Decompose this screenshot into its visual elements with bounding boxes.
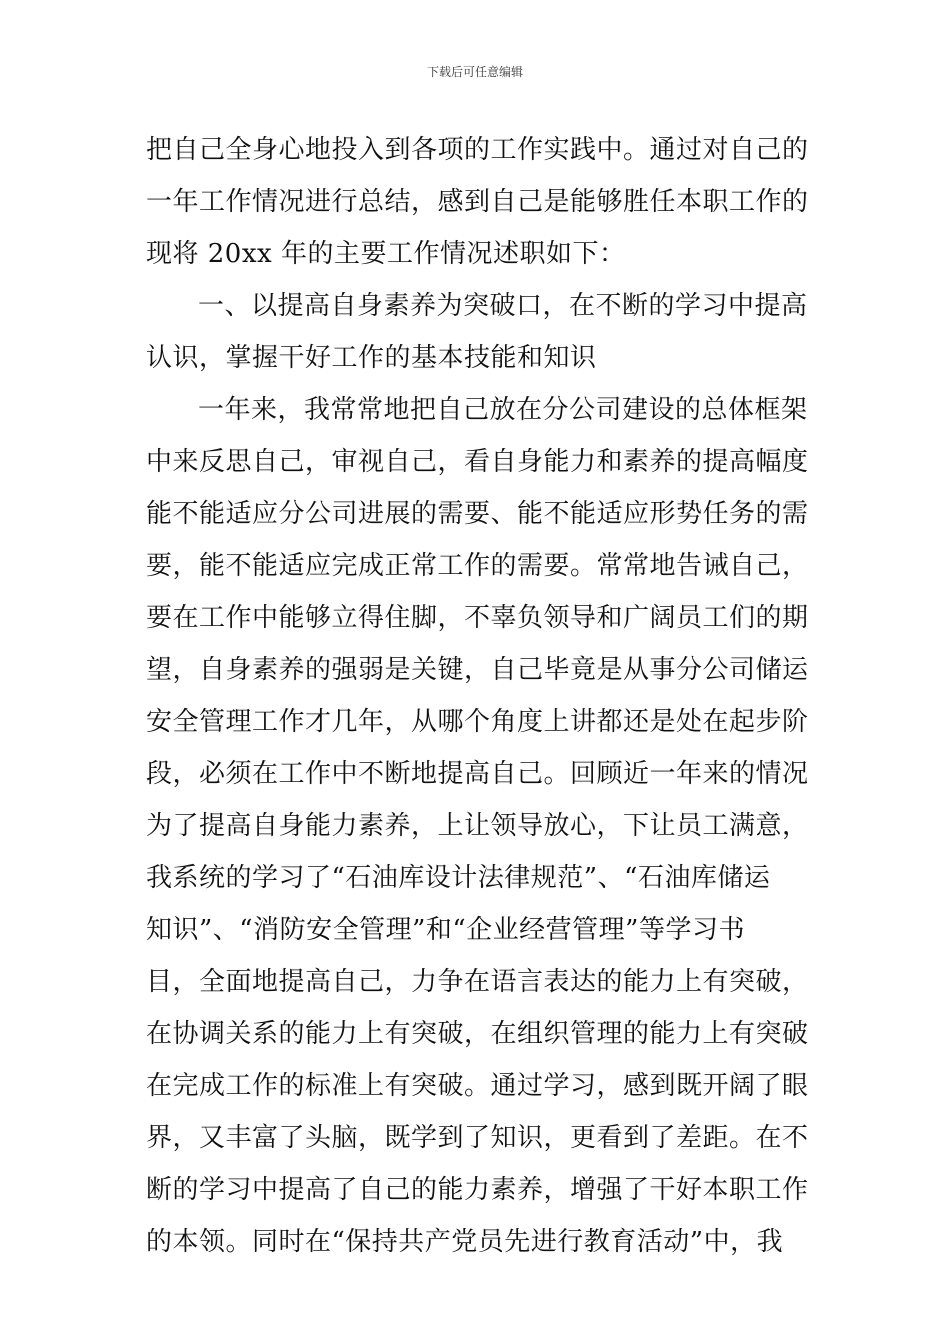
paragraph-line-15: 界，又丰富了头脑，既学到了知识，更看到了差距。在不	[146, 1123, 809, 1153]
paragraph-line-17: 的本领。同时在“保持共产党员先进行教育活动”中，我	[146, 1227, 784, 1257]
paragraph-line-14: 在完成工作的标准上有突破。通过学习，感到既开阔了眼	[146, 1071, 809, 1101]
paragraph-line-11: 知识”、“消防安全管理”和“企业经营管理”等学习书	[146, 915, 745, 945]
paragraph-line-1: 一年来，我常常地把自己放在分公司建设的总体框架	[198, 395, 808, 425]
paragraph-line-3: 能不能适应分公司进展的需要、能不能适应形势任务的需	[146, 499, 809, 529]
text-line-1: 把自己全身心地投入到各项的工作实践中。通过对自己的	[146, 135, 809, 165]
paragraph-line-13: 在协调关系的能力上有突破，在组织管理的能力上有突破	[146, 1019, 809, 1049]
text-line-3: 现将 20xx 年的主要工作情况述职如下：	[146, 239, 626, 269]
paragraph-line-9: 为了提高自身能力素养，上让领导放心，下让员工满意，	[146, 811, 809, 841]
text-line-2: 一年工作情况进行总结，感到自己是能够胜任本职工作的	[146, 187, 809, 217]
paragraph-line-7: 安全管理工作才几年，从哪个角度上讲都还是处在起步阶	[146, 707, 809, 737]
paragraph-line-2: 中来反思自己，审视自己，看自身能力和素养的提高幅度	[146, 447, 809, 477]
paragraph-line-5: 要在工作中能够立得住脚，不辜负领导和广阔员工们的期	[146, 603, 809, 633]
header-note: 下载后可任意编辑	[426, 65, 523, 79]
paragraph-line-16: 断的学习中提高了自己的能力素养，增强了干好本职工作	[146, 1175, 809, 1205]
document-body	[146, 124, 809, 1268]
paragraph-line-12: 目，全面地提高自己，力争在语言表达的能力上有突破，	[146, 967, 809, 997]
section-heading-line-1: 一、以提高自身素养为突破口，在不断的学习中提高	[198, 291, 808, 321]
section-heading-line-2: 认识，掌握干好工作的基本技能和知识	[146, 343, 597, 373]
paragraph-line-4: 要，能不能适应完成正常工作的需要。常常地告诫自己，	[146, 551, 809, 581]
paragraph-line-8: 段，必须在工作中不断地提高自己。回顾近一年来的情况	[146, 759, 809, 789]
paragraph-line-10: 我系统的学习了“石油库设计法律规范”、“石油库储运	[146, 863, 771, 893]
paragraph-line-6: 望，自身素养的强弱是关键，自己毕竟是从事分公司储运	[146, 655, 809, 685]
